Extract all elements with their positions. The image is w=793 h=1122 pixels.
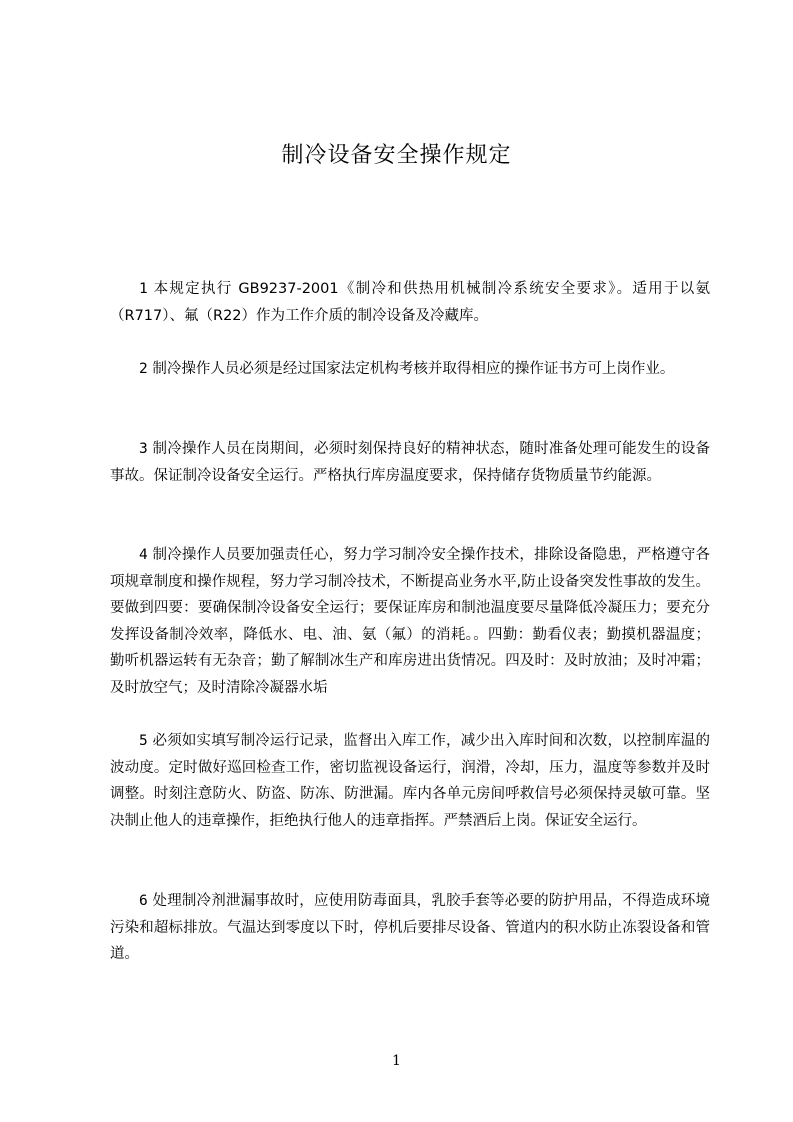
section-text: 制冷操作人员在岗期间，必须时刻保持良好的精神状态，随时准备处理可能发生的设备事故。保证制冷设备安全运行。严格执行库房温度要求，保持储存货物质量节约能源。	[110, 441, 711, 484]
section-number: 4	[139, 547, 148, 563]
section-6	[110, 888, 710, 968]
section-5	[110, 728, 710, 834]
section-text: 必须如实填写制冷运行记录，监督出入库工作，减少出入库时间和次数，以控制库温的波动度。定时做好巡回检查工作，密切监视设备运行，润滑，冷却，压力，温度等参数并及时调整。时刻注意防火、防盗、防冻、防泄漏。库内各单元房间呼救信号必须保持灵敏可靠。坚决制止他人的违章操作，拒绝执行他人的违章指挥。严禁酒后上岗。保证安全运行。	[110, 733, 711, 829]
section-text: 本规定执行 GB9237-2001《制冷和供热用机械制冷系统安全要求》。适用于以氨（R717）、氟（R22）作为工作介质的制冷设备及冷藏库。	[110, 281, 711, 324]
section-1	[110, 276, 710, 329]
section-3	[110, 436, 710, 489]
section-number: 6	[139, 893, 148, 909]
section-4	[110, 542, 710, 701]
section-number: 2	[139, 361, 148, 377]
section-text: 制冷操作人员必须是经过国家法定机构考核并取得相应的操作证书方可上岗作业。	[152, 361, 675, 377]
section-text: 制冷操作人员要加强责任心，努力学习制冷安全操作技术，排除设备隐患，严格遵守各项规章制度和操作规程，努力学习制冷技术，不断提高业务水平,防止设备突发性事故的发生。要做到四要：要确保制冷设备安全运行；要保证库房和制池温度要尽量降低冷凝压力；要充分发挥设备制冷效率，降低水、电、油、氨（氟）的消耗。。四勤：勤看仪表；勤摸机器温度；勤听机器运转有无杂音；勤了解制冰生产和库房进出货情况。四及时：及时放油；及时冲霜；及时放空气；及时清除冷凝器水垢	[110, 547, 711, 696]
page-number: 1	[392, 1053, 401, 1069]
section-text: 处理制冷剂泄漏事故时，应使用防毒面具，乳胶手套等必要的防护用品，不得造成环境污染和超标排放。气温达到零度以下时，停机后要排尽设备、管道内的积水防止冻裂设备和管道。	[110, 893, 711, 962]
section-number: 3	[139, 441, 148, 457]
section-number: 1	[139, 281, 148, 297]
page-title: 制冷设备安全操作规定	[281, 143, 512, 168]
section-2	[110, 356, 710, 383]
section-number: 5	[139, 733, 148, 749]
